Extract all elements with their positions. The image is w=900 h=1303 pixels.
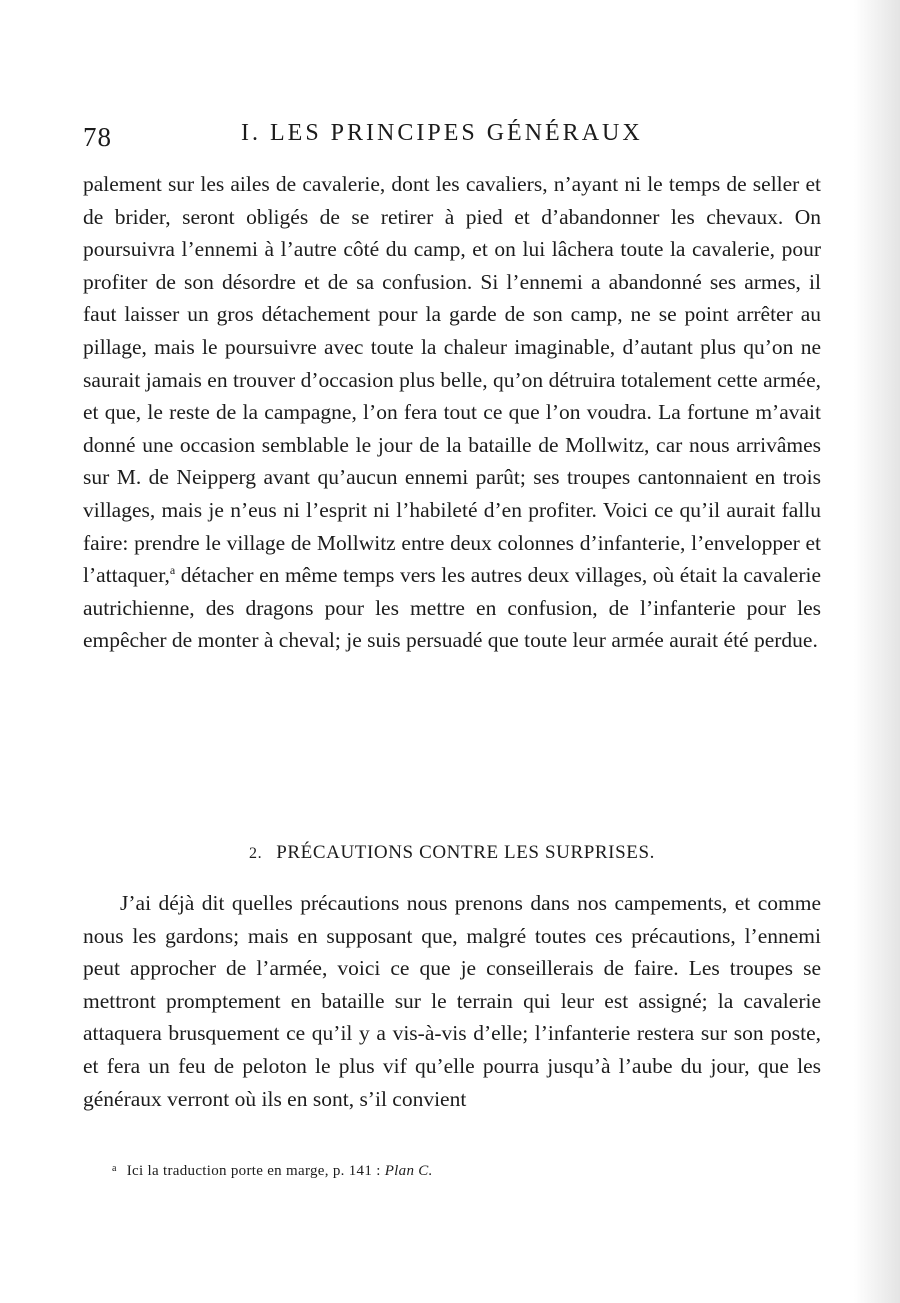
paragraph-2: J’ai déjà dit quelles précautions nous prenons dans nos campements, et comme nous les gardons; mais en supposant que, malgré toutes ces précautions, l’ennemi peut approcher de l’armée, voici ce que je conseillerais de faire. Les troupes se mettront promptement en bataille sur le terrain qui leur est assigné; la cavalerie attaquera brusquement ce qu’il y a vis-à-vis d’elle; l’infanterie restera sur son poste, et fera un feu de peloton le plus vif qu’elle pourra jusqu’à l’aube du jour, que les généraux verront où ils en sont, s’il convient	[83, 891, 821, 1111]
paragraph-1-text-after-note: détacher en même temps vers les autres deux villages, où était la cavalerie autrichienne, des dragons pour les mettre en confusion, de l’infanterie pour les empêcher de monter à cheval; je suis persuadé que toute leur armée aurait été perdue.	[83, 563, 821, 653]
footnote-text: Ici la traduction porte en marge, p. 141 :	[126, 1163, 385, 1179]
page-header	[83, 114, 823, 154]
footnote-reference-marker: a	[169, 562, 176, 577]
page-edge-shadow	[854, 0, 900, 1303]
section-number: 2.	[249, 845, 263, 862]
running-title: I. LES PRINCIPES GÉNÉRAUX	[241, 120, 643, 146]
paragraph-1-text-before-note: palement sur les ailes de cavalerie, dont les cavaliers, n’ayant ni le temps de seller et de brider, seront obligés de se retirer à pied et d’abandonner les chevaux. On poursuivra l’ennemi à l’autre côté du camp, et on lui lâchera toute la cavalerie, pour profiter de son désordre et de sa confusion. Si l’ennemi a abandonné ses armes, il faut laisser un gros détachement pour la garde de son camp, ne se point arrêter au pillage, mais le poursuivre avec toute la chaleur imaginable, d’autant plus qu’on ne saurait jamais en trouver d’occasion plus belle, qu’on détruira totalement cette armée, et que, le reste de la campagne, l’on fera tout ce que l’on voudra. La fortune m’avait donné une occasion semblable le jour de la bataille de Mollwitz, car nous arrivâmes sur M. de Neipperg avant qu’aucun ennemi parût; ses troupes cantonnaient en trois villages, mais je n’eus ni l’esprit ni l’habileté d’en profiter. Voici ce qu’il aurait fallu faire: prendre le village de Mollwitz entre deux colonnes d’infanterie, l’envelopper et l’attaquer,	[83, 172, 821, 588]
section-heading	[83, 842, 821, 864]
page-number: 78	[83, 122, 112, 152]
footnote-emphasis: Plan C.	[384, 1163, 433, 1179]
section-title: PRÉCAUTIONS CONTRE LES SURPRISES.	[276, 842, 655, 863]
footnote	[112, 1163, 433, 1180]
footnote-marker: a	[112, 1163, 117, 1174]
paragraph-1	[83, 168, 821, 800]
